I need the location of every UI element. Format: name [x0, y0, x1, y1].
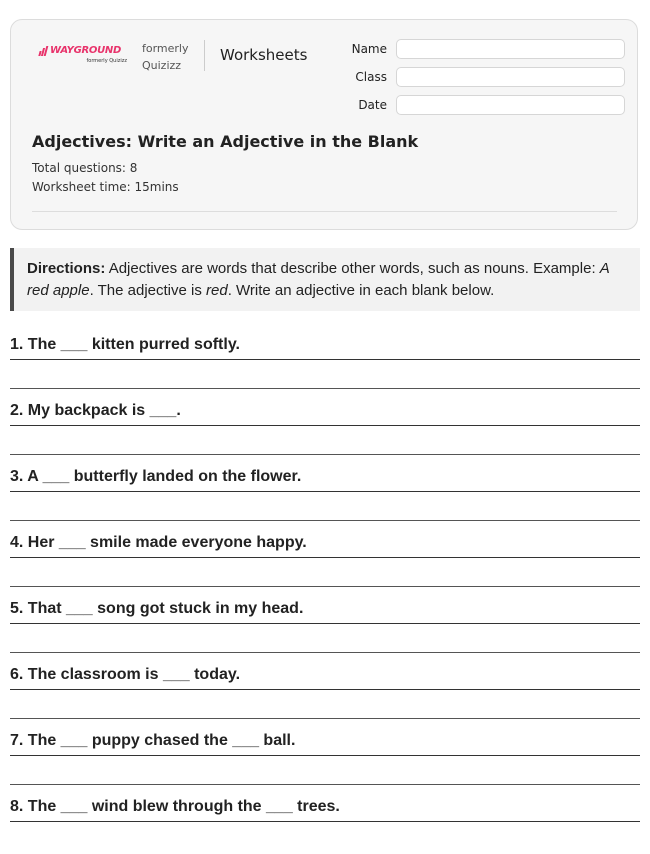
- date-field-row: [331, 94, 625, 116]
- header-divider: [204, 40, 205, 71]
- total-questions: Total questions: 8: [32, 161, 138, 175]
- question-list: [10, 326, 640, 854]
- answer-line[interactable]: [10, 454, 640, 455]
- answer-line[interactable]: [10, 652, 640, 653]
- directions-adjective: red: [206, 282, 228, 299]
- question-text: 5. That ___ song got stuck in my head.: [10, 600, 304, 617]
- question-text: 7. The ___ puppy chased the ___ ball.: [10, 732, 296, 749]
- question-item: [10, 656, 640, 722]
- logo-wordmark: [39, 45, 127, 57]
- answer-line[interactable]: [10, 359, 640, 360]
- directions-text-1: Adjectives are words that describe other words, such as nouns. Example:: [105, 260, 600, 277]
- question-item: [10, 524, 640, 590]
- answer-line[interactable]: [10, 689, 640, 690]
- directions-text-3: . Write an adjective in each blank below.: [227, 282, 495, 299]
- date-input[interactable]: [396, 95, 625, 115]
- formerly-quizizz-note: [142, 40, 202, 74]
- logo-text: WAYGROUND: [50, 45, 122, 56]
- wayground-logo: [39, 45, 127, 64]
- name-input[interactable]: [396, 39, 625, 59]
- logo-subtext: formerly Quizizz: [86, 58, 127, 64]
- question-text: 1. The ___ kitten purred softly.: [10, 336, 240, 353]
- answer-line[interactable]: [10, 425, 640, 426]
- logo-bars-icon: [39, 46, 48, 56]
- question-text: 2. My backpack is ___.: [10, 402, 181, 419]
- answer-line[interactable]: [10, 623, 640, 624]
- answer-line[interactable]: [10, 491, 640, 492]
- question-item: [10, 722, 640, 788]
- question-text: 3. A ___ butterfly landed on the flower.: [10, 468, 302, 485]
- question-item: [10, 788, 640, 854]
- question-text: 6. The classroom is ___ today.: [10, 666, 241, 683]
- answer-line[interactable]: [10, 718, 640, 719]
- section-title: Worksheets: [220, 46, 308, 64]
- question-item: [10, 590, 640, 656]
- answer-line[interactable]: [10, 557, 640, 558]
- answer-line[interactable]: [10, 520, 640, 521]
- name-label: Name: [351, 42, 387, 56]
- answer-line[interactable]: [10, 586, 640, 587]
- name-field-row: [331, 38, 625, 60]
- worksheet-title: Adjectives: Write an Adjective in the Blank: [32, 132, 419, 151]
- directions-example: A red apple: [27, 260, 610, 299]
- directions-text-2: . The adjective is: [89, 282, 207, 299]
- worksheet-time: Worksheet time: 15mins: [32, 180, 179, 194]
- class-input[interactable]: [396, 67, 625, 87]
- question-item: [10, 392, 640, 458]
- answer-line[interactable]: [10, 784, 640, 785]
- header-bottom-rule: [32, 211, 617, 212]
- quizizz-label: Quizizz: [142, 59, 182, 72]
- question-text: 8. The ___ wind blew through the ___ trees.: [10, 798, 340, 815]
- date-label: Date: [358, 98, 387, 112]
- directions-box: [10, 248, 640, 311]
- answer-line[interactable]: [10, 388, 640, 389]
- formerly-label: formerly: [142, 42, 189, 55]
- answer-line[interactable]: [10, 755, 640, 756]
- answer-line[interactable]: [10, 821, 640, 822]
- question-item: [10, 458, 640, 524]
- question-item: [10, 326, 640, 392]
- directions-label: Directions:: [27, 260, 106, 277]
- class-field-row: [331, 66, 625, 88]
- class-label: Class: [355, 70, 387, 84]
- worksheet-header-card: [10, 19, 638, 230]
- question-text: 4. Her ___ smile made everyone happy.: [10, 534, 307, 551]
